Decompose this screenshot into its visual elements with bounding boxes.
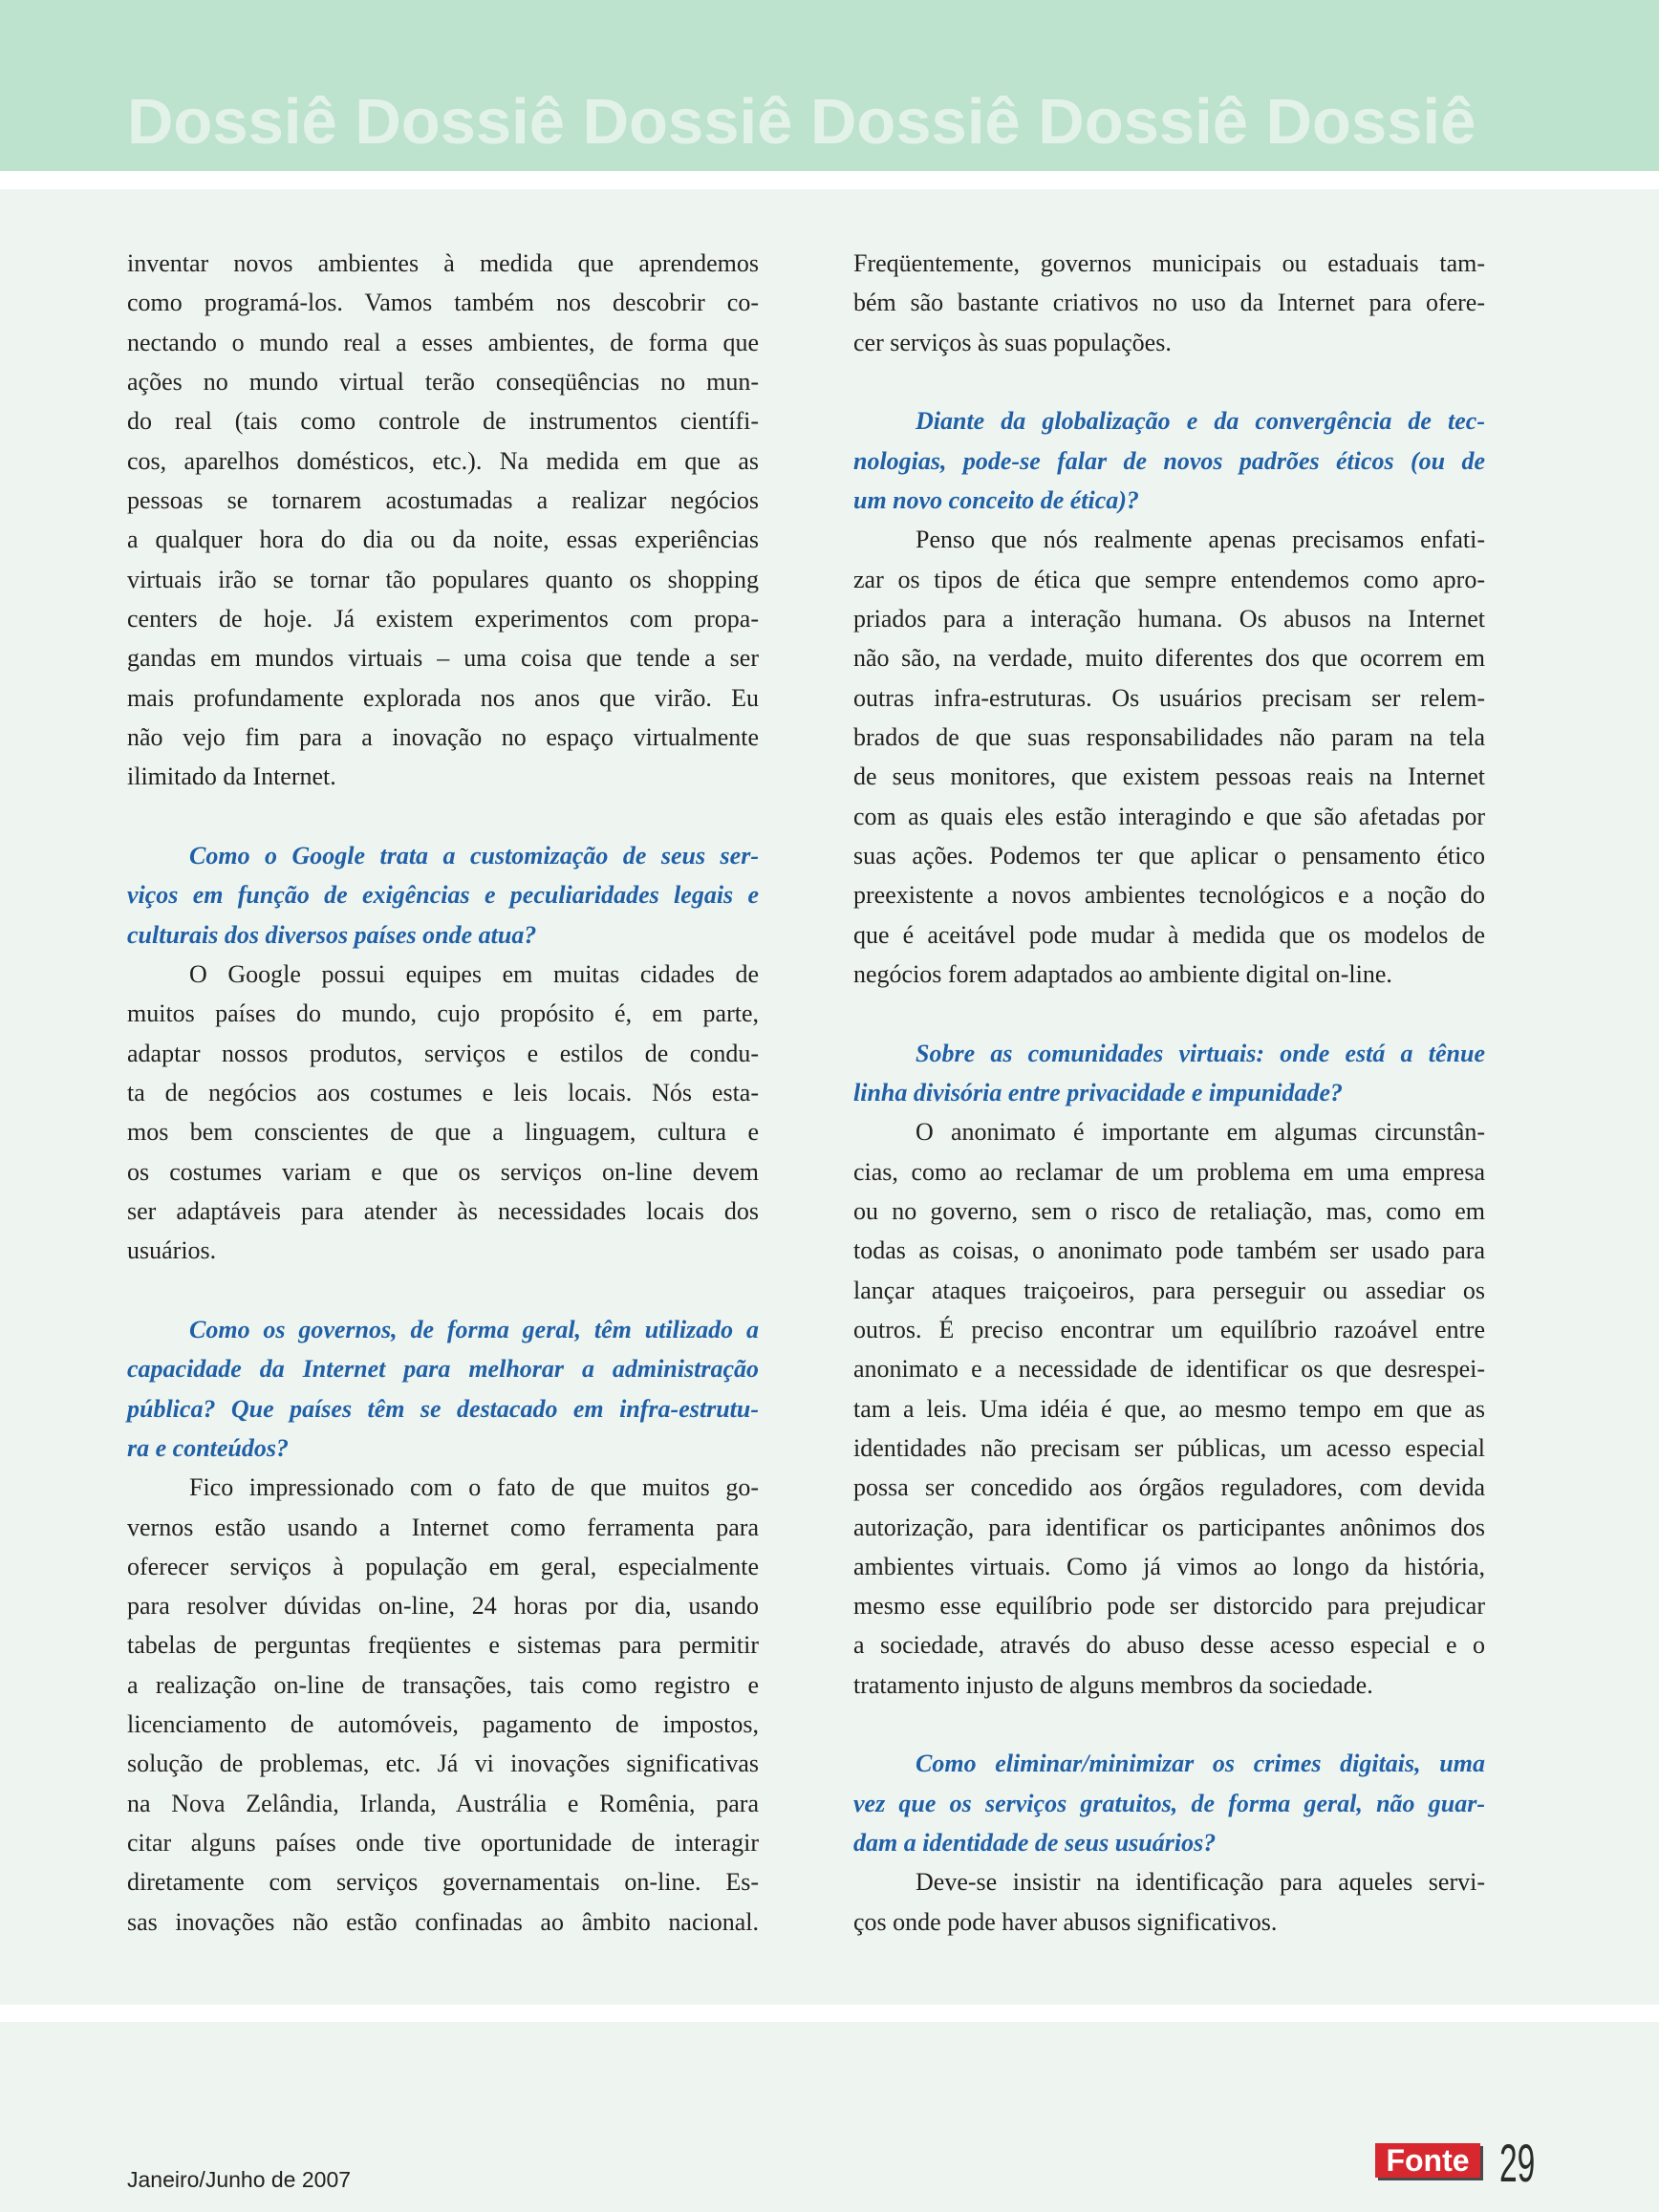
- section-title: Dossiê Dossiê Dossiê Dossiê Dossiê Dossiê: [127, 86, 1476, 158]
- text-line: anonimato e a necessidade de identificar os que desrespei-: [853, 1355, 1485, 1384]
- page-number: 29: [1499, 2133, 1536, 2193]
- text-line: negócios forem adaptados ao ambiente digital on-line.: [853, 959, 1392, 988]
- question-paragraph: [127, 836, 759, 955]
- text-line: diretamente com serviços governamentais on-line. Es-: [127, 1868, 759, 1897]
- question-line: um novo conceito de ética)?: [853, 485, 1139, 514]
- text-line: mais profundamente explorada nos anos que virão. Eu: [127, 683, 759, 712]
- text-line: oferecer serviços à população em geral, especialmente: [127, 1552, 759, 1580]
- question-paragraph: [853, 401, 1485, 520]
- question-paragraph: [127, 1310, 759, 1468]
- left-column: [127, 244, 759, 1942]
- text-line: com as quais eles estão interagindo e que são afetadas por: [853, 802, 1485, 830]
- right-column: [853, 244, 1485, 1942]
- question-line: Diante da globalização e da convergência de tec-: [916, 407, 1485, 436]
- text-line: tam a leis. Uma idéia é que, ao mesmo tempo em que as: [853, 1394, 1485, 1423]
- text-line: cias, como ao reclamar de um problema em uma empresa: [853, 1157, 1485, 1186]
- text-line: a realização on-line de transações, tais como registro e: [127, 1670, 759, 1699]
- question-paragraph: [853, 1034, 1485, 1113]
- text-line: virtuais irão se tornar tão populares quanto os shopping: [127, 565, 759, 593]
- question-line: dam a identidade de seus usuários?: [853, 1829, 1217, 1858]
- text-line: ta de negócios aos costumes e leis locais. Nós esta-: [127, 1078, 759, 1106]
- text-line: ambientes virtuais. Como já vimos ao longo da história,: [853, 1552, 1485, 1580]
- text-line: possa ser concedido aos órgãos reguladores, com devida: [853, 1473, 1485, 1502]
- question-line: Sobre as comunidades virtuais: onde está a tênue: [916, 1039, 1485, 1067]
- text-line: não vejo fim para a inovação no espaço virtualmente: [127, 722, 759, 751]
- text-line: solução de problemas, etc. Já vi inovações significativas: [127, 1750, 759, 1778]
- text-line: ser adaptáveis para atender às necessidades locais dos: [127, 1196, 759, 1225]
- text-line: muitos países do mundo, cujo propósito é, em parte,: [127, 999, 759, 1028]
- text-line: tratamento injusto de alguns membros da sociedade.: [853, 1670, 1373, 1699]
- text-line: usuários.: [127, 1236, 217, 1265]
- text-line: lançar ataques traiçoeiros, para perseguir ou assediar os: [853, 1276, 1485, 1304]
- divider: [0, 2005, 1659, 2022]
- text-line: do real (tais como controle de instrumentos científi-: [127, 407, 759, 436]
- text-line: pessoas se tornarem acostumadas a realizar negócios: [127, 485, 759, 514]
- question-line: Como eliminar/minimizar os crimes digitais, uma: [916, 1750, 1485, 1778]
- answer-paragraph: [127, 955, 759, 1271]
- answer-paragraph: [853, 520, 1485, 994]
- text-line: autorização, para identificar os participantes anônimos dos: [853, 1513, 1485, 1541]
- footer-date: Janeiro/Junho de 2007: [127, 2167, 352, 2192]
- text-line: preexistente a novos ambientes tecnológicos e a noção do: [853, 881, 1485, 910]
- text-line: Penso que nós realmente apenas precisamos enfati-: [916, 526, 1485, 554]
- text-line: os costumes variam e que os serviços on-line devem: [127, 1157, 759, 1186]
- question-line: pública? Que países têm se destacado em infra-estrutu-: [127, 1394, 759, 1423]
- question-line: nologias, pode-se falar de novos padrões éticos (ou de: [853, 446, 1485, 475]
- divider: [0, 171, 1659, 189]
- answer-paragraph: [853, 1112, 1485, 1705]
- question-line: Como os governos, de forma geral, têm utilizado a: [189, 1315, 759, 1343]
- text-line: identidades não precisam ser públicas, um acesso especial: [853, 1433, 1485, 1462]
- text-line: cos, aparelhos domésticos, etc.). Na medida em que as: [127, 446, 759, 475]
- text-line: zar os tipos de ética que sempre entendemos como apro-: [853, 565, 1485, 593]
- text-line: todas as coisas, o anonimato pode também ser usado para: [853, 1236, 1485, 1265]
- text-line: citar alguns países onde tive oportunidade de interagir: [127, 1829, 759, 1858]
- text-line: O anonimato é importante em algumas circunstân-: [916, 1118, 1485, 1147]
- question-paragraph: [853, 1744, 1485, 1862]
- text-line: O Google possui equipes em muitas cidades de: [189, 959, 759, 988]
- text-line: brados de que suas responsabilidades não param na tela: [853, 722, 1485, 751]
- text-line: outros. É preciso encontrar um equilíbrio razoável entre: [853, 1315, 1485, 1343]
- text-line: nectando o mundo real a esses ambientes, de forma que: [127, 328, 759, 356]
- text-line: sas inovações não estão confinadas ao âmbito nacional.: [127, 1907, 759, 1936]
- text-line: ações no mundo virtual terão conseqüências no mun-: [127, 367, 759, 396]
- text-line: vernos estão usando a Internet como ferramenta para: [127, 1513, 759, 1541]
- text-line: não são, na verdade, muito diferentes dos que ocorrem em: [853, 644, 1485, 673]
- answer-paragraph: [853, 244, 1485, 362]
- text-line: mos bem conscientes de que a linguagem, cultura e: [127, 1118, 759, 1147]
- question-line: Como o Google trata a customização de seus ser-: [189, 841, 759, 870]
- text-line: outras infra-estruturas. Os usuários precisam ser relem-: [853, 683, 1485, 712]
- text-line: ilimitado da Internet.: [127, 762, 336, 791]
- question-line: viços em função de exigências e peculiaridades legais e: [127, 881, 759, 910]
- text-line: mesmo esse equilíbrio pode ser distorcido para prejudicar: [853, 1592, 1485, 1621]
- text-line: bém são bastante criativos no uso da Internet para ofere-: [853, 289, 1485, 317]
- text-line: a sociedade, através do abuso desse acesso especial e o: [853, 1631, 1485, 1660]
- question-line: ra e conteúdos?: [127, 1433, 289, 1462]
- question-line: capacidade da Internet para melhorar a administração: [127, 1355, 759, 1384]
- question-line: linha divisória entre privacidade e impunidade?: [853, 1078, 1344, 1106]
- text-line: Freqüentemente, governos municipais ou estaduais tam-: [853, 249, 1485, 277]
- question-line: vez que os serviços gratuitos, de forma geral, não guar-: [853, 1789, 1485, 1817]
- text-line: cer serviços às suas populações.: [853, 328, 1172, 356]
- text-line: adaptar nossos produtos, serviços e estilos de condu-: [127, 1039, 759, 1067]
- text-line: centers de hoje. Já existem experimentos com propa-: [127, 604, 759, 633]
- text-line: gandas em mundos virtuais – uma coisa que tende a ser: [127, 644, 759, 673]
- text-line: para resolver dúvidas on-line, 24 horas por dia, usando: [127, 1592, 759, 1621]
- text-line: Fico impressionado com o fato de que muitos go-: [189, 1473, 759, 1502]
- text-line: ços onde pode haver abusos significativos.: [853, 1907, 1278, 1936]
- answer-paragraph: [853, 1862, 1485, 1942]
- text-line: na Nova Zelândia, Irlanda, Austrália e Romênia, para: [127, 1789, 759, 1817]
- header-band: [0, 0, 1659, 171]
- answer-paragraph: [127, 1468, 759, 1942]
- text-line: de seus monitores, que existem pessoas reais na Internet: [853, 762, 1485, 791]
- question-line: culturais dos diversos países onde atua?: [127, 920, 537, 949]
- text-line: como programá-los. Vamos também nos descobrir co-: [127, 289, 759, 317]
- text-line: ou no governo, sem o risco de retaliação, mas, como em: [853, 1196, 1485, 1225]
- text-line: que é aceitável pode mudar à medida que os modelos de: [853, 920, 1485, 949]
- publication-logo: Fonte: [1375, 2143, 1480, 2178]
- text-line: suas ações. Podemos ter que aplicar o pensamento ético: [853, 841, 1485, 870]
- text-line: inventar novos ambientes à medida que aprendemos: [127, 249, 759, 277]
- text-line: tabelas de perguntas freqüentes e sistemas para permitir: [127, 1631, 759, 1660]
- text-line: licenciamento de automóveis, pagamento de impostos,: [127, 1710, 759, 1739]
- text-line: priados para a interação humana. Os abusos na Internet: [853, 604, 1485, 633]
- text-line: a qualquer hora do dia ou da noite, essas experiências: [127, 526, 759, 554]
- answer-paragraph: [127, 244, 759, 797]
- text-line: Deve-se insistir na identificação para aqueles servi-: [916, 1868, 1485, 1897]
